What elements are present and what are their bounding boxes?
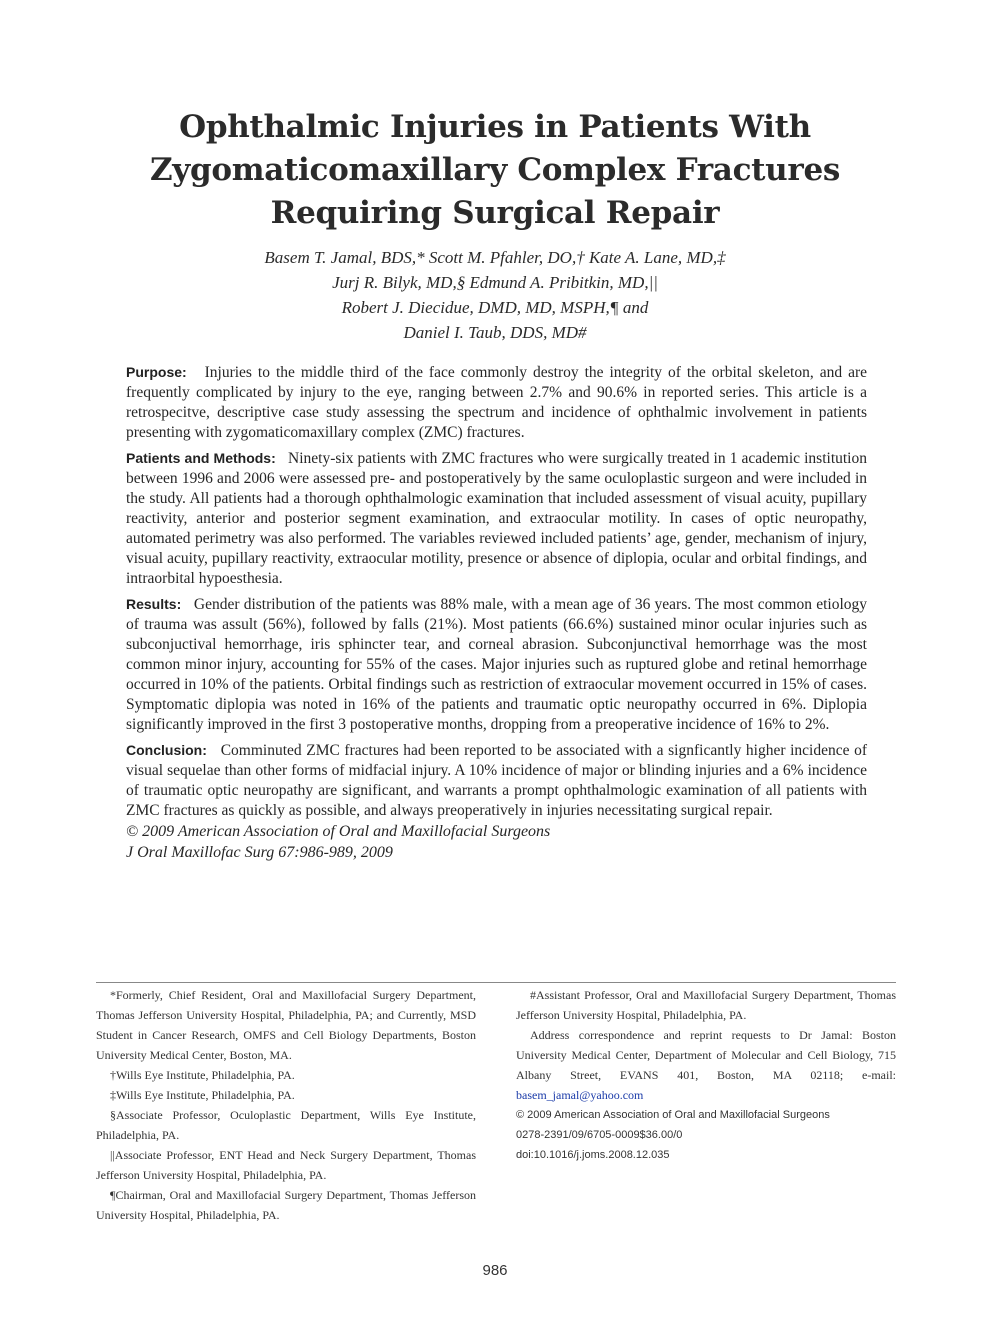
purpose-text: Injuries to the middle third of the face commonly destroy the integrity of the orbital skeleton, and are frequently complicated by injury to the eye, ranging between 2.7% and 90.6% in reported series. This article is a retrospecitve, descriptive case study assessing the spectrum and incidence of ophthalmic involvement in patients presenting with zygomaticomaxillary complex (ZMC) fractures. (126, 364, 867, 441)
author-line: Basem T. Jamal, BDS,* Scott M. Pfahler, DO,† Kate A. Lane, MD,‡ (264, 248, 726, 267)
abstract-methods (126, 448, 867, 589)
methods-label: Patients and Methods: (126, 450, 276, 466)
author-line: Robert J. Diecidue, DMD, MD, MSPH,¶ and (341, 298, 649, 317)
author-line: Daniel I. Taub, DDS, MD# (403, 323, 587, 342)
abstract-conclusion (126, 740, 867, 821)
abstract-results (126, 594, 867, 735)
footer-copyright: © 2009 American Association of Oral and Maxillofacial Surgeons (516, 1109, 830, 1121)
footnote: †Wills Eye Institute, Philadelphia, PA. (110, 1068, 295, 1082)
footnotes-left-column (96, 985, 476, 1225)
footnote-divider (96, 982, 896, 983)
conclusion-text: Comminuted ZMC fractures had been reported to be associated with a signficantly higher incidence of visual sequelae than other forms of midfacial injury. A 10% incidence of major or blinding injuries and a 6% incidence of traumatic optic neuropathy are significant, and warrants a prompt ophthalmologic examination of all patients with ZMC fractures as quickly as possible, and always preoperatively in injuries necessitating surgical repair. (126, 742, 868, 819)
footnote: ‡Wills Eye Institute, Philadelphia, PA. (110, 1088, 295, 1102)
methods-text: Ninety-six patients with ZMC fractures who were surgically treated in 1 academic institution between 1996 and 2006 were assessed pre- and postoperatively by the same oculoplastic surgeon and were included in the study. All patients had a thorough ophthalmologic examination that included assessment of visual acuity, pupillary reactivity, anterior and posterior segment examination, and extraocular motility. In cases of optic neuropathy, automated perimetry was also performed. The variables reviewed included patients’ age, gender, mechanism of injury, visual acuity, pupillary reactivity, extraocular motility, presence or absence of diplopia, ocular and orbital findings, and intraorbital hypoesthesia. (126, 450, 867, 587)
footnote: *Formerly, Chief Resident, Oral and Maxillofacial Surgery Department, Thomas Jefferson University Hospital, Philadelphia, PA; and Currently, MSD Student in Cancer Research, OMFS and Cell Biology Departments, Boston University Medical Center, Boston, MA. (96, 988, 476, 1062)
author-list (150, 245, 840, 345)
page-number: 986 (482, 1262, 508, 1279)
results-text: Gender distribution of the patients was 88% male, with a mean age of 36 years. The most common etiology of trauma was assult (56%), followed by falls (21%). Most patients (66.6%) sustained minor ocular injuries such as subconjuctival hemorrhage, iris sphincter tear, and corneal abrasion. Subconjunctival hemorrhage was the most common minor injury, accounting for 55% of the cases. Major injuries such as ruptured globe and retinal hemorrhage occurred in 10% of the patients. Orbital findings such as restriction of extraocular movement occurred in 15% of cases. Symptomatic diplopia was noted in 16% of the patients and traumatic optic neuropathy occurred in 6%. Diplopia significantly improved in the first 3 postoperative months, dropping from a preoperative incidence of 16% to 2%. (126, 596, 867, 733)
correspondence-address (516, 1025, 896, 1105)
email-link[interactable]: basem_jamal@yahoo.com (516, 1088, 644, 1102)
abstract-copyright: © 2009 American Association of Oral and Maxillofacial Surgeons (126, 823, 551, 840)
journal-citation: J Oral Maxillofac Surg 67:986-989, 2009 (126, 844, 393, 861)
footnote: §Associate Professor, Oculoplastic Department, Wills Eye Institute, Philadelphia, PA. (96, 1108, 476, 1142)
article-title: Ophthalmic Injuries in Patients With Zygomaticomaxillary Complex Fractures Requiring Surgical Repair (149, 109, 841, 231)
author-line: Jurj R. Bilyk, MD,§ Edmund A. Pribitkin, MD,|| (332, 273, 658, 292)
results-label: Results: (126, 596, 182, 612)
address-text: Address correspondence and reprint requests to Dr Jamal: Boston University Medical Center, Department of Molecular and Cell Biology, 715 Albany Street, EVANS 401, Boston, MA 02118; e-mail: (516, 1028, 896, 1082)
footnote: ¶Chairman, Oral and Maxillofacial Surgery Department, Thomas Jefferson University Hospital, Philadelphia, PA. (96, 1188, 476, 1222)
footnote: #Assistant Professor, Oral and Maxillofacial Surgery Department, Thomas Jefferson University Hospital, Philadelphia, PA. (516, 988, 896, 1022)
conclusion-label: Conclusion: (126, 742, 207, 758)
abstract (126, 362, 867, 863)
issn: 0278-2391/09/6705-0009$36.00/0 (516, 1129, 683, 1141)
doi: doi:10.1016/j.joms.2008.12.035 (516, 1149, 670, 1161)
purpose-label: Purpose: (126, 364, 187, 380)
abstract-purpose (126, 362, 867, 443)
footnotes-right-column (516, 985, 896, 1165)
footnote: ||Associate Professor, ENT Head and Neck Surgery Department, Thomas Jefferson University Hospital, Philadelphia, PA. (96, 1148, 476, 1182)
